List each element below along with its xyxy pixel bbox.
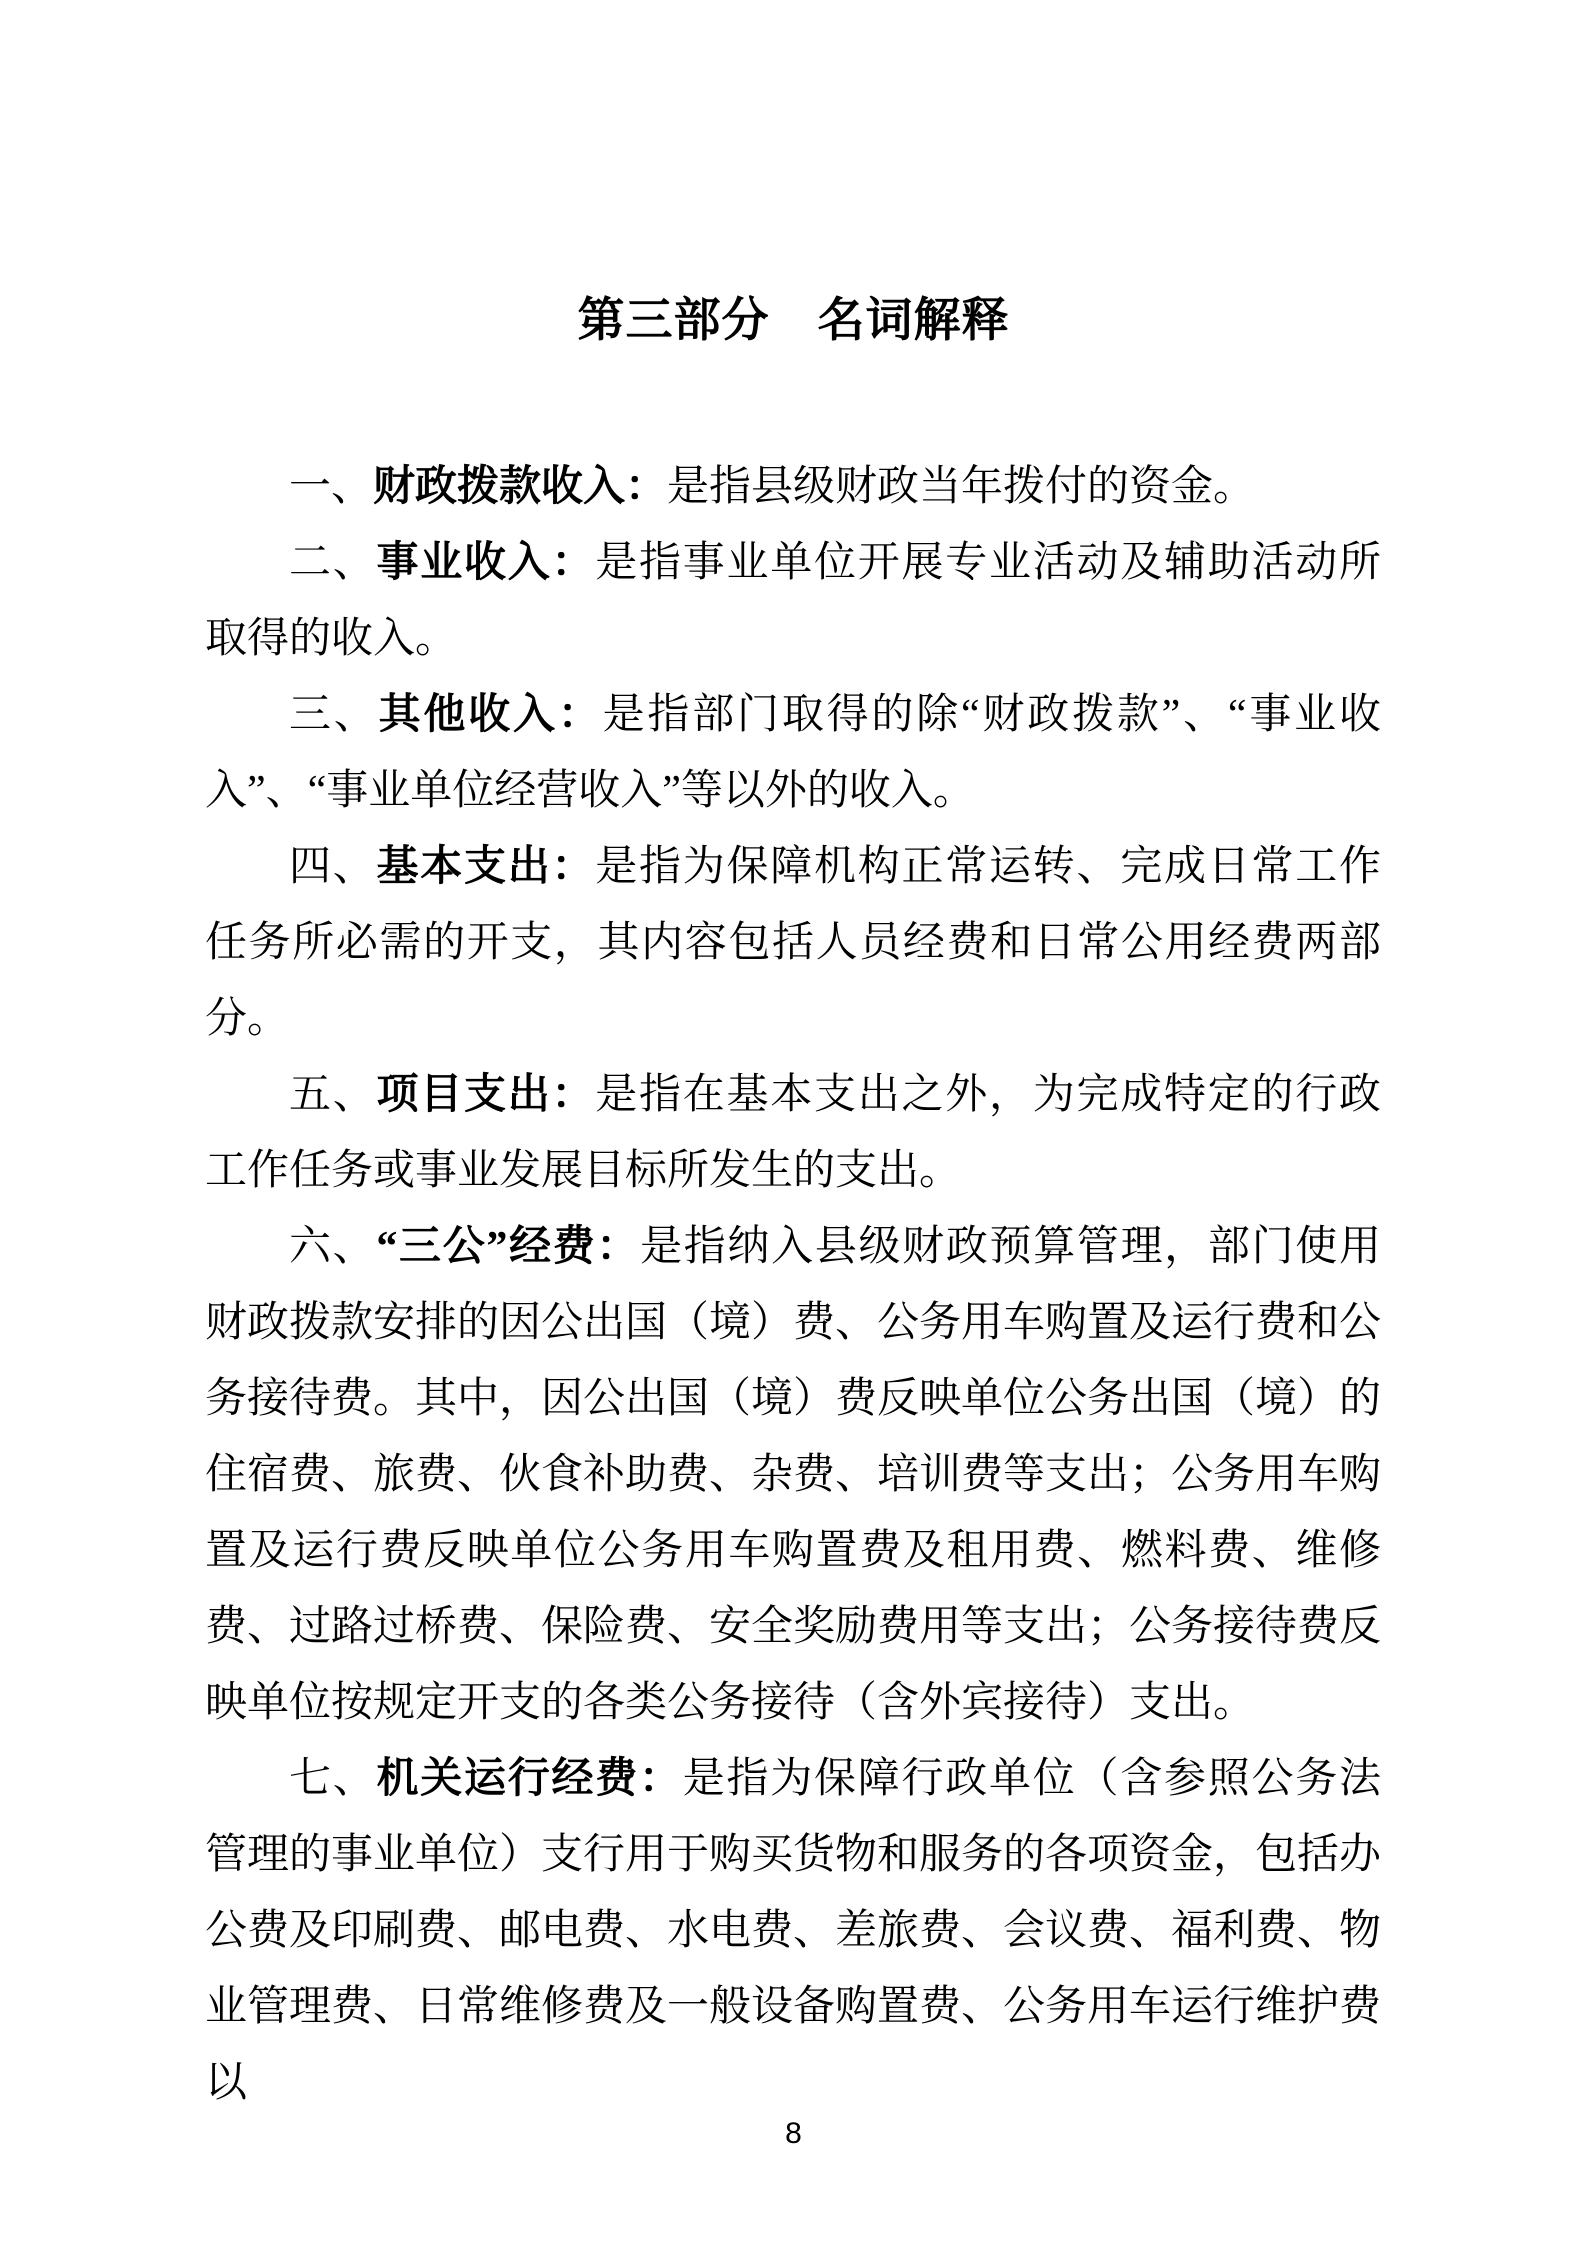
- definition-text: 是指在基本支出之外，为完成特定的行政工作任务或事业发展目标所发生的支出。: [205, 1072, 1381, 1194]
- definition-text: 是指为保障机构正常运转、完成日常工作任务所必需的开支，其内容包括人员经费和日常公用经费两部分。: [205, 844, 1381, 1042]
- term-label: 其他收入：: [378, 692, 603, 738]
- definition-text: 是指为保障行政单位（含参照公务法管理的事业单位）支行用于购买货物和服务的各项资金，包括办公费及印刷费、邮电费、水电费、差旅费、会议费、福利费、物业管理费、日常维修费及一般设备购置费、公务用车运行维护费以: [205, 1756, 1382, 2106]
- definition-paragraph: [205, 1209, 1381, 1741]
- definitions-list: [205, 449, 1381, 2121]
- term-label: 基本支出：: [376, 844, 596, 890]
- definition-text: 是指县级财政当年拨付的资金。: [667, 464, 1256, 510]
- term-label: “三公”经费：: [376, 1224, 641, 1270]
- item-number: 三、: [289, 692, 379, 738]
- definition-paragraph: [205, 1741, 1381, 2121]
- item-number: 一、: [289, 464, 374, 510]
- definition-text: 是指事业单位开展专业活动及辅助活动所取得的收入。: [205, 540, 1381, 662]
- definition-paragraph: [205, 449, 1381, 525]
- definition-paragraph: [205, 829, 1381, 1057]
- item-number: 六、: [289, 1224, 377, 1270]
- term-label: 财政拨款收入：: [373, 464, 668, 510]
- term-label: 事业收入：: [376, 540, 596, 586]
- definition-text: 是指纳入县级财政预算管理，部门使用财政拨款安排的因公出国（境）费、公务用车购置及运行费和公务接待费。其中，因公出国（境）费反映单位公务出国（境）的住宿费、旅费、伙食补助费、杂费、培训费等支出；公务用车购置及运行费反映单位公务用车购置费及租用费、燃料费、维修费、过路过桥费、保险费、安全奖励费用等支出；公务接待费反映单位按规定开支的各类公务接待（含外宾接待）支出。: [205, 1224, 1382, 1726]
- term-label: 机关运行经费：: [376, 1756, 683, 1802]
- definition-paragraph: [205, 677, 1381, 829]
- item-number: 五、: [289, 1072, 377, 1118]
- definition-paragraph: [205, 525, 1381, 677]
- definition-text: 是指部门取得的除“财政拨款”、“事业收入”、“事业单位经营收入”等以外的收入。: [205, 692, 1381, 814]
- item-number: 七、: [289, 1756, 377, 1802]
- definition-paragraph: [205, 1057, 1381, 1209]
- page-number: 8: [785, 2117, 802, 2150]
- item-number: 二、: [289, 540, 377, 586]
- page-title: 第三部分 名词解释: [577, 293, 1010, 346]
- term-label: 项目支出：: [376, 1072, 596, 1118]
- item-number: 四、: [289, 844, 377, 890]
